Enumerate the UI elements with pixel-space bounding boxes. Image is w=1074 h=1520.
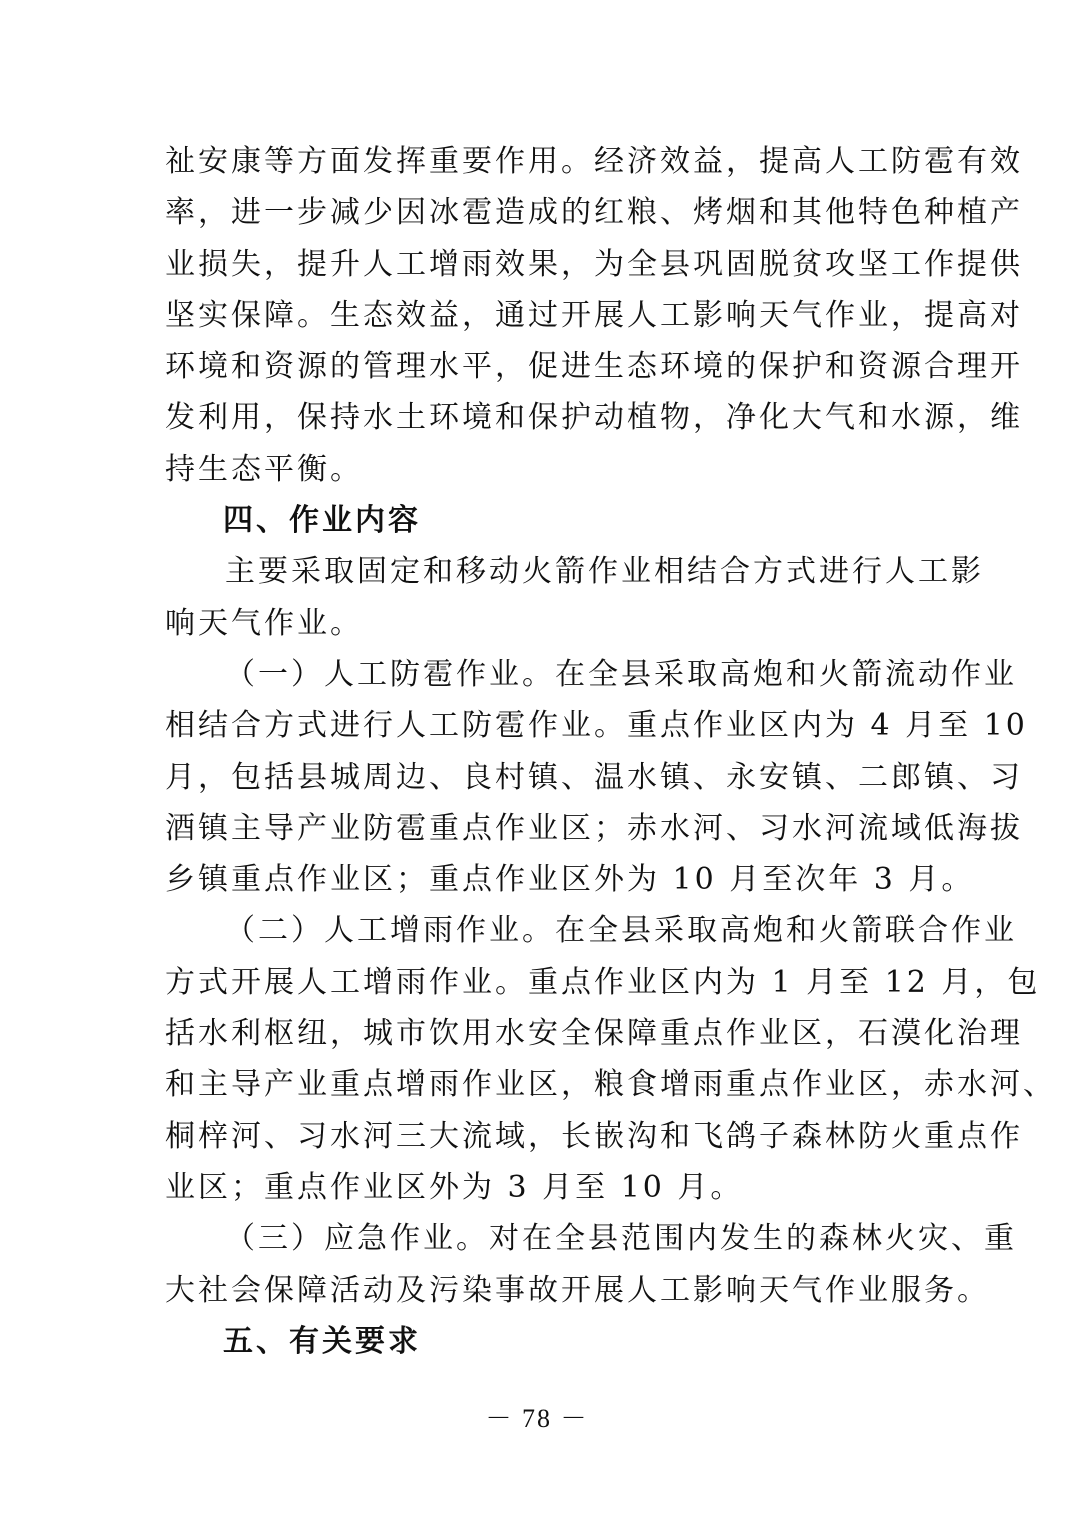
text-line: 率，进一步减少因冰雹造成的红粮、烤烟和其他特色种植产 bbox=[165, 195, 1023, 231]
text-line: （一）人工防雹作业。在全县采取高炮和火箭流动作业 bbox=[225, 656, 1017, 692]
text-line: 桐梓河、习水河三大流域，长嵌沟和飞鸽子森林防火重点作 bbox=[165, 1118, 1023, 1154]
section-heading-5: 五、有关要求 bbox=[223, 1323, 421, 1359]
text-line: 括水利枢纽，城市饮用水安全保障重点作业区，石漠化治理 bbox=[165, 1016, 1023, 1052]
text-line: 月，包括县城周边、良村镇、温水镇、永安镇、二郎镇、习 bbox=[165, 759, 1023, 795]
text-line: （三）应急作业。对在全县范围内发生的森林火灾、重 bbox=[225, 1221, 1017, 1257]
text-line: 发利用，保持水土环境和保护动植物，净化大气和水源，维 bbox=[165, 400, 1023, 436]
paragraph-hail-prevention bbox=[165, 649, 1028, 905]
text-line: 主要采取固定和移动火箭作业相结合方式进行人工影 bbox=[225, 554, 984, 590]
text-line: 相结合方式进行人工防雹作业。重点作业区内为 4 月至 10 bbox=[165, 708, 1028, 744]
text-line: 和主导产业重点增雨作业区，粮食增雨重点作业区，赤水河、 bbox=[165, 1067, 1056, 1103]
text-line: 乡镇重点作业区；重点作业区外为 10 月至次年 3 月。 bbox=[165, 862, 975, 898]
text-line: 方式开展人工增雨作业。重点作业区内为 1 月至 12 月，包 bbox=[165, 964, 1041, 1000]
text-line: 业区；重点作业区外为 3 月至 10 月。 bbox=[165, 1169, 744, 1205]
text-line: 环境和资源的管理水平，促进生态环境的保护和资源合理开 bbox=[165, 349, 1023, 385]
text-line: 大社会保障活动及污染事故开展人工影响天气作业服务。 bbox=[165, 1272, 990, 1308]
paragraph-operation-content bbox=[165, 546, 984, 649]
paragraph-emergency-operation bbox=[165, 1213, 1017, 1316]
paragraph-benefits bbox=[165, 136, 1023, 495]
text-line: 响天气作业。 bbox=[165, 605, 363, 641]
page-number: － 78 － bbox=[485, 1404, 589, 1433]
section-heading-4: 四、作业内容 bbox=[223, 503, 421, 539]
text-line: 业损失，提升人工增雨效果，为全县巩固脱贫攻坚工作提供 bbox=[165, 246, 1023, 282]
text-line: 祉安康等方面发挥重要作用。经济效益，提高人工防雹有效 bbox=[165, 144, 1023, 179]
text-line: 酒镇主导产业防雹重点作业区；赤水河、习水河流域低海拔 bbox=[165, 810, 1023, 846]
paragraph-rain-enhancement bbox=[165, 905, 1056, 1213]
page-body bbox=[165, 136, 1056, 1367]
text-line: 持生态平衡。 bbox=[165, 451, 363, 487]
text-line: （二）人工增雨作业。在全县采取高炮和火箭联合作业 bbox=[225, 913, 1017, 949]
text-line: 坚实保障。生态效益，通过开展人工影响天气作业，提高对 bbox=[165, 297, 1023, 333]
